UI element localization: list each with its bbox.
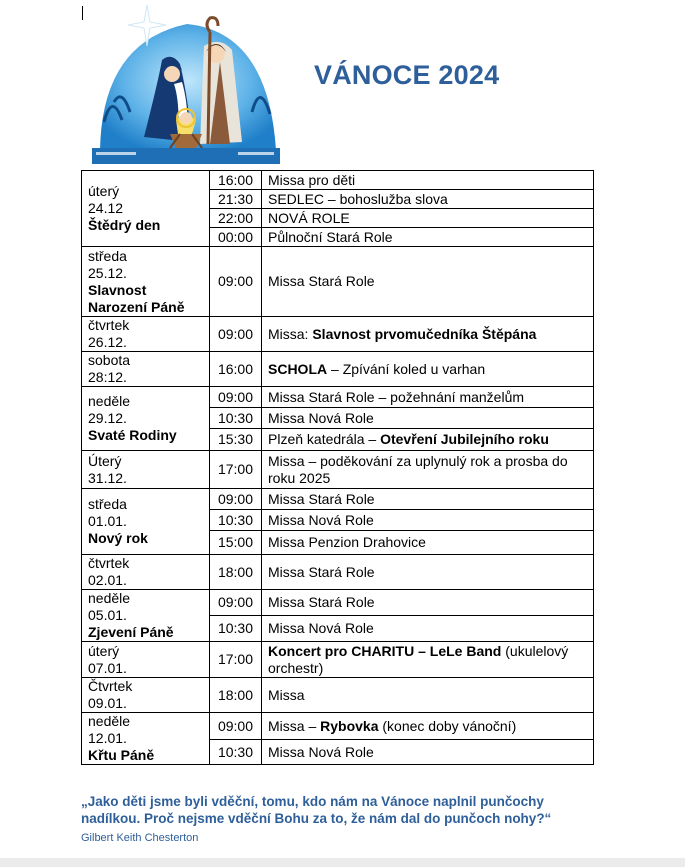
day-date: 29.12. bbox=[88, 410, 127, 426]
day-name: středa bbox=[88, 496, 127, 512]
time-cell: 17:00 bbox=[210, 642, 262, 678]
time-cell: 10:30 bbox=[210, 510, 262, 531]
time-cell: 21:30 bbox=[210, 190, 262, 209]
day-date: 26.12. bbox=[88, 334, 127, 350]
day-name: středa bbox=[88, 247, 127, 264]
day-cell bbox=[82, 713, 210, 765]
event-text: Missa Nová Role bbox=[268, 743, 374, 760]
day-date: 02.01. bbox=[88, 572, 127, 588]
day-date: 05.01. bbox=[88, 607, 127, 623]
quote-author: Gilbert Keith Chesterton bbox=[81, 832, 199, 844]
day-cell bbox=[82, 678, 210, 713]
time-cell: 09:00 bbox=[210, 387, 262, 408]
event-description bbox=[262, 209, 594, 228]
schedule-row bbox=[82, 451, 594, 489]
time-cell: 10:30 bbox=[210, 408, 262, 429]
event-description bbox=[262, 616, 594, 642]
nativity-illustration bbox=[92, 2, 280, 164]
event-text: Missa Nová Role bbox=[268, 511, 374, 528]
feast-name: Nový rok bbox=[88, 530, 148, 546]
schedule-row bbox=[82, 555, 594, 590]
day-cell bbox=[82, 247, 210, 317]
event-text: Missa Penzion Drahovice bbox=[268, 534, 426, 550]
event-description bbox=[262, 190, 594, 209]
page-title: VÁNOCE 2024 bbox=[314, 60, 500, 90]
time-cell: 15:30 bbox=[210, 429, 262, 451]
time-cell: 09:00 bbox=[210, 317, 262, 352]
day-cell bbox=[82, 171, 210, 247]
event-text: Rybovka bbox=[320, 717, 379, 734]
time-cell: 15:00 bbox=[210, 531, 262, 555]
schedule-row bbox=[82, 171, 594, 190]
day-date: 12.01. bbox=[88, 730, 127, 746]
feast-name: Slavnost Narození Páně bbox=[88, 281, 185, 315]
event-text: (konec doby vánoční) bbox=[378, 717, 517, 734]
time-cell: 22:00 bbox=[210, 209, 262, 228]
event-text: Missa – bbox=[268, 717, 321, 734]
event-description bbox=[262, 678, 594, 713]
event-description bbox=[262, 590, 594, 616]
time-cell: 10:30 bbox=[210, 616, 262, 642]
event-description bbox=[262, 228, 594, 247]
time-cell: 00:00 bbox=[210, 228, 262, 247]
day-cell bbox=[82, 387, 210, 451]
schedule-row bbox=[82, 352, 594, 387]
event-text: Missa Stará Role – požehnání manželům bbox=[268, 388, 525, 405]
day-date: 09.01. bbox=[88, 695, 127, 711]
event-text: Missa Nová Role bbox=[268, 620, 374, 636]
schedule-row bbox=[82, 642, 594, 678]
event-text: Missa bbox=[268, 686, 305, 703]
day-name: sobota bbox=[88, 352, 131, 368]
event-text: SCHOLA bbox=[268, 360, 328, 377]
day-cell bbox=[82, 590, 210, 642]
event-text: Půlnoční Stará Role bbox=[268, 228, 393, 245]
feast-name: Zjevení Páně bbox=[88, 624, 174, 640]
feast-name: Svaté Rodiny bbox=[88, 427, 177, 443]
day-cell bbox=[82, 555, 210, 590]
day-name: neděle bbox=[88, 393, 131, 409]
event-description bbox=[262, 408, 594, 429]
event-text: NOVÁ ROLE bbox=[268, 209, 350, 226]
event-description bbox=[262, 247, 594, 317]
page-bottom-bar bbox=[0, 858, 685, 867]
day-name: čtvrtek bbox=[88, 555, 130, 571]
schedule-row bbox=[82, 678, 594, 713]
day-cell bbox=[82, 317, 210, 352]
time-cell: 09:00 bbox=[210, 590, 262, 616]
event-description bbox=[262, 510, 594, 531]
time-cell: 18:00 bbox=[210, 678, 262, 713]
day-name: úterý bbox=[88, 642, 120, 659]
event-description bbox=[262, 387, 594, 408]
event-description bbox=[262, 451, 594, 489]
time-cell: 09:00 bbox=[210, 247, 262, 317]
day-date: 25.12. bbox=[88, 264, 127, 281]
event-text: Missa Stará Role bbox=[268, 490, 375, 507]
event-text: Missa Stará Role bbox=[268, 594, 375, 610]
schedule-row bbox=[82, 317, 594, 352]
day-name: Čtvrtek bbox=[88, 678, 133, 694]
event-description bbox=[262, 642, 594, 678]
schedule-row bbox=[82, 489, 594, 510]
quote-text: „Jako děti jsme byli vděční, tomu, kdo nám na Vánoce naplnil punčochy nadílkou. Proč nejsme vděční Bohu za to, že nám dal do punčoch nohy?“ bbox=[81, 794, 552, 826]
day-cell bbox=[82, 642, 210, 678]
event-description bbox=[262, 713, 594, 740]
event-text: Missa Stará Role bbox=[268, 563, 375, 580]
feast-name: Štědrý den bbox=[88, 217, 161, 233]
event-text: Otevření Jubilejního roku bbox=[380, 431, 549, 447]
day-cell bbox=[82, 352, 210, 387]
event-description bbox=[262, 531, 594, 555]
event-text: – Zpívání koled u varhan bbox=[327, 360, 486, 377]
event-text: Koncert pro CHARITU – LeLe Band bbox=[268, 642, 502, 659]
time-cell: 16:00 bbox=[210, 352, 262, 387]
event-text: Slavnost prvomučedníka Štěpána bbox=[312, 325, 537, 342]
event-description bbox=[262, 352, 594, 387]
day-name: čtvrtek bbox=[88, 317, 130, 333]
day-date: 07.01. bbox=[88, 659, 127, 676]
event-description bbox=[262, 489, 594, 510]
event-text: (ukulelový orchestr) bbox=[268, 642, 569, 676]
schedule-table bbox=[81, 170, 594, 765]
schedule-row bbox=[82, 387, 594, 408]
day-date: 01.01. bbox=[88, 513, 127, 529]
day-cell bbox=[82, 489, 210, 555]
day-name: Úterý bbox=[88, 452, 122, 469]
event-description bbox=[262, 171, 594, 190]
text-cursor bbox=[82, 6, 83, 20]
time-cell: 16:00 bbox=[210, 171, 262, 190]
event-description bbox=[262, 317, 594, 352]
event-text: Missa: bbox=[268, 325, 313, 342]
event-text: Missa – poděkování za uplynulý rok a prosba do roku 2025 bbox=[268, 452, 568, 486]
day-name: neděle bbox=[88, 713, 131, 729]
event-description bbox=[262, 429, 594, 451]
day-cell bbox=[82, 451, 210, 489]
time-cell: 09:00 bbox=[210, 489, 262, 510]
event-description bbox=[262, 740, 594, 765]
event-text: Plzeň katedrála – bbox=[268, 431, 381, 447]
time-cell: 18:00 bbox=[210, 555, 262, 590]
day-date: 31.12. bbox=[88, 469, 127, 486]
schedule-row bbox=[82, 247, 594, 317]
event-description bbox=[262, 555, 594, 590]
feast-name: Křtu Páně bbox=[88, 747, 155, 763]
event-text: Missa Stará Role bbox=[268, 273, 375, 289]
event-text: Missa pro děti bbox=[268, 171, 356, 188]
event-text: Missa Nová Role bbox=[268, 409, 374, 426]
day-date: 24.12 bbox=[88, 200, 124, 216]
schedule-row bbox=[82, 713, 594, 740]
event-text: SEDLEC – bohoslužba slova bbox=[268, 190, 448, 207]
time-cell: 10:30 bbox=[210, 740, 262, 765]
day-name: neděle bbox=[88, 590, 131, 606]
schedule-row bbox=[82, 590, 594, 616]
day-date: 28:12. bbox=[88, 369, 127, 385]
time-cell: 09:00 bbox=[210, 713, 262, 740]
day-name: úterý bbox=[88, 183, 120, 199]
time-cell: 17:00 bbox=[210, 451, 262, 489]
